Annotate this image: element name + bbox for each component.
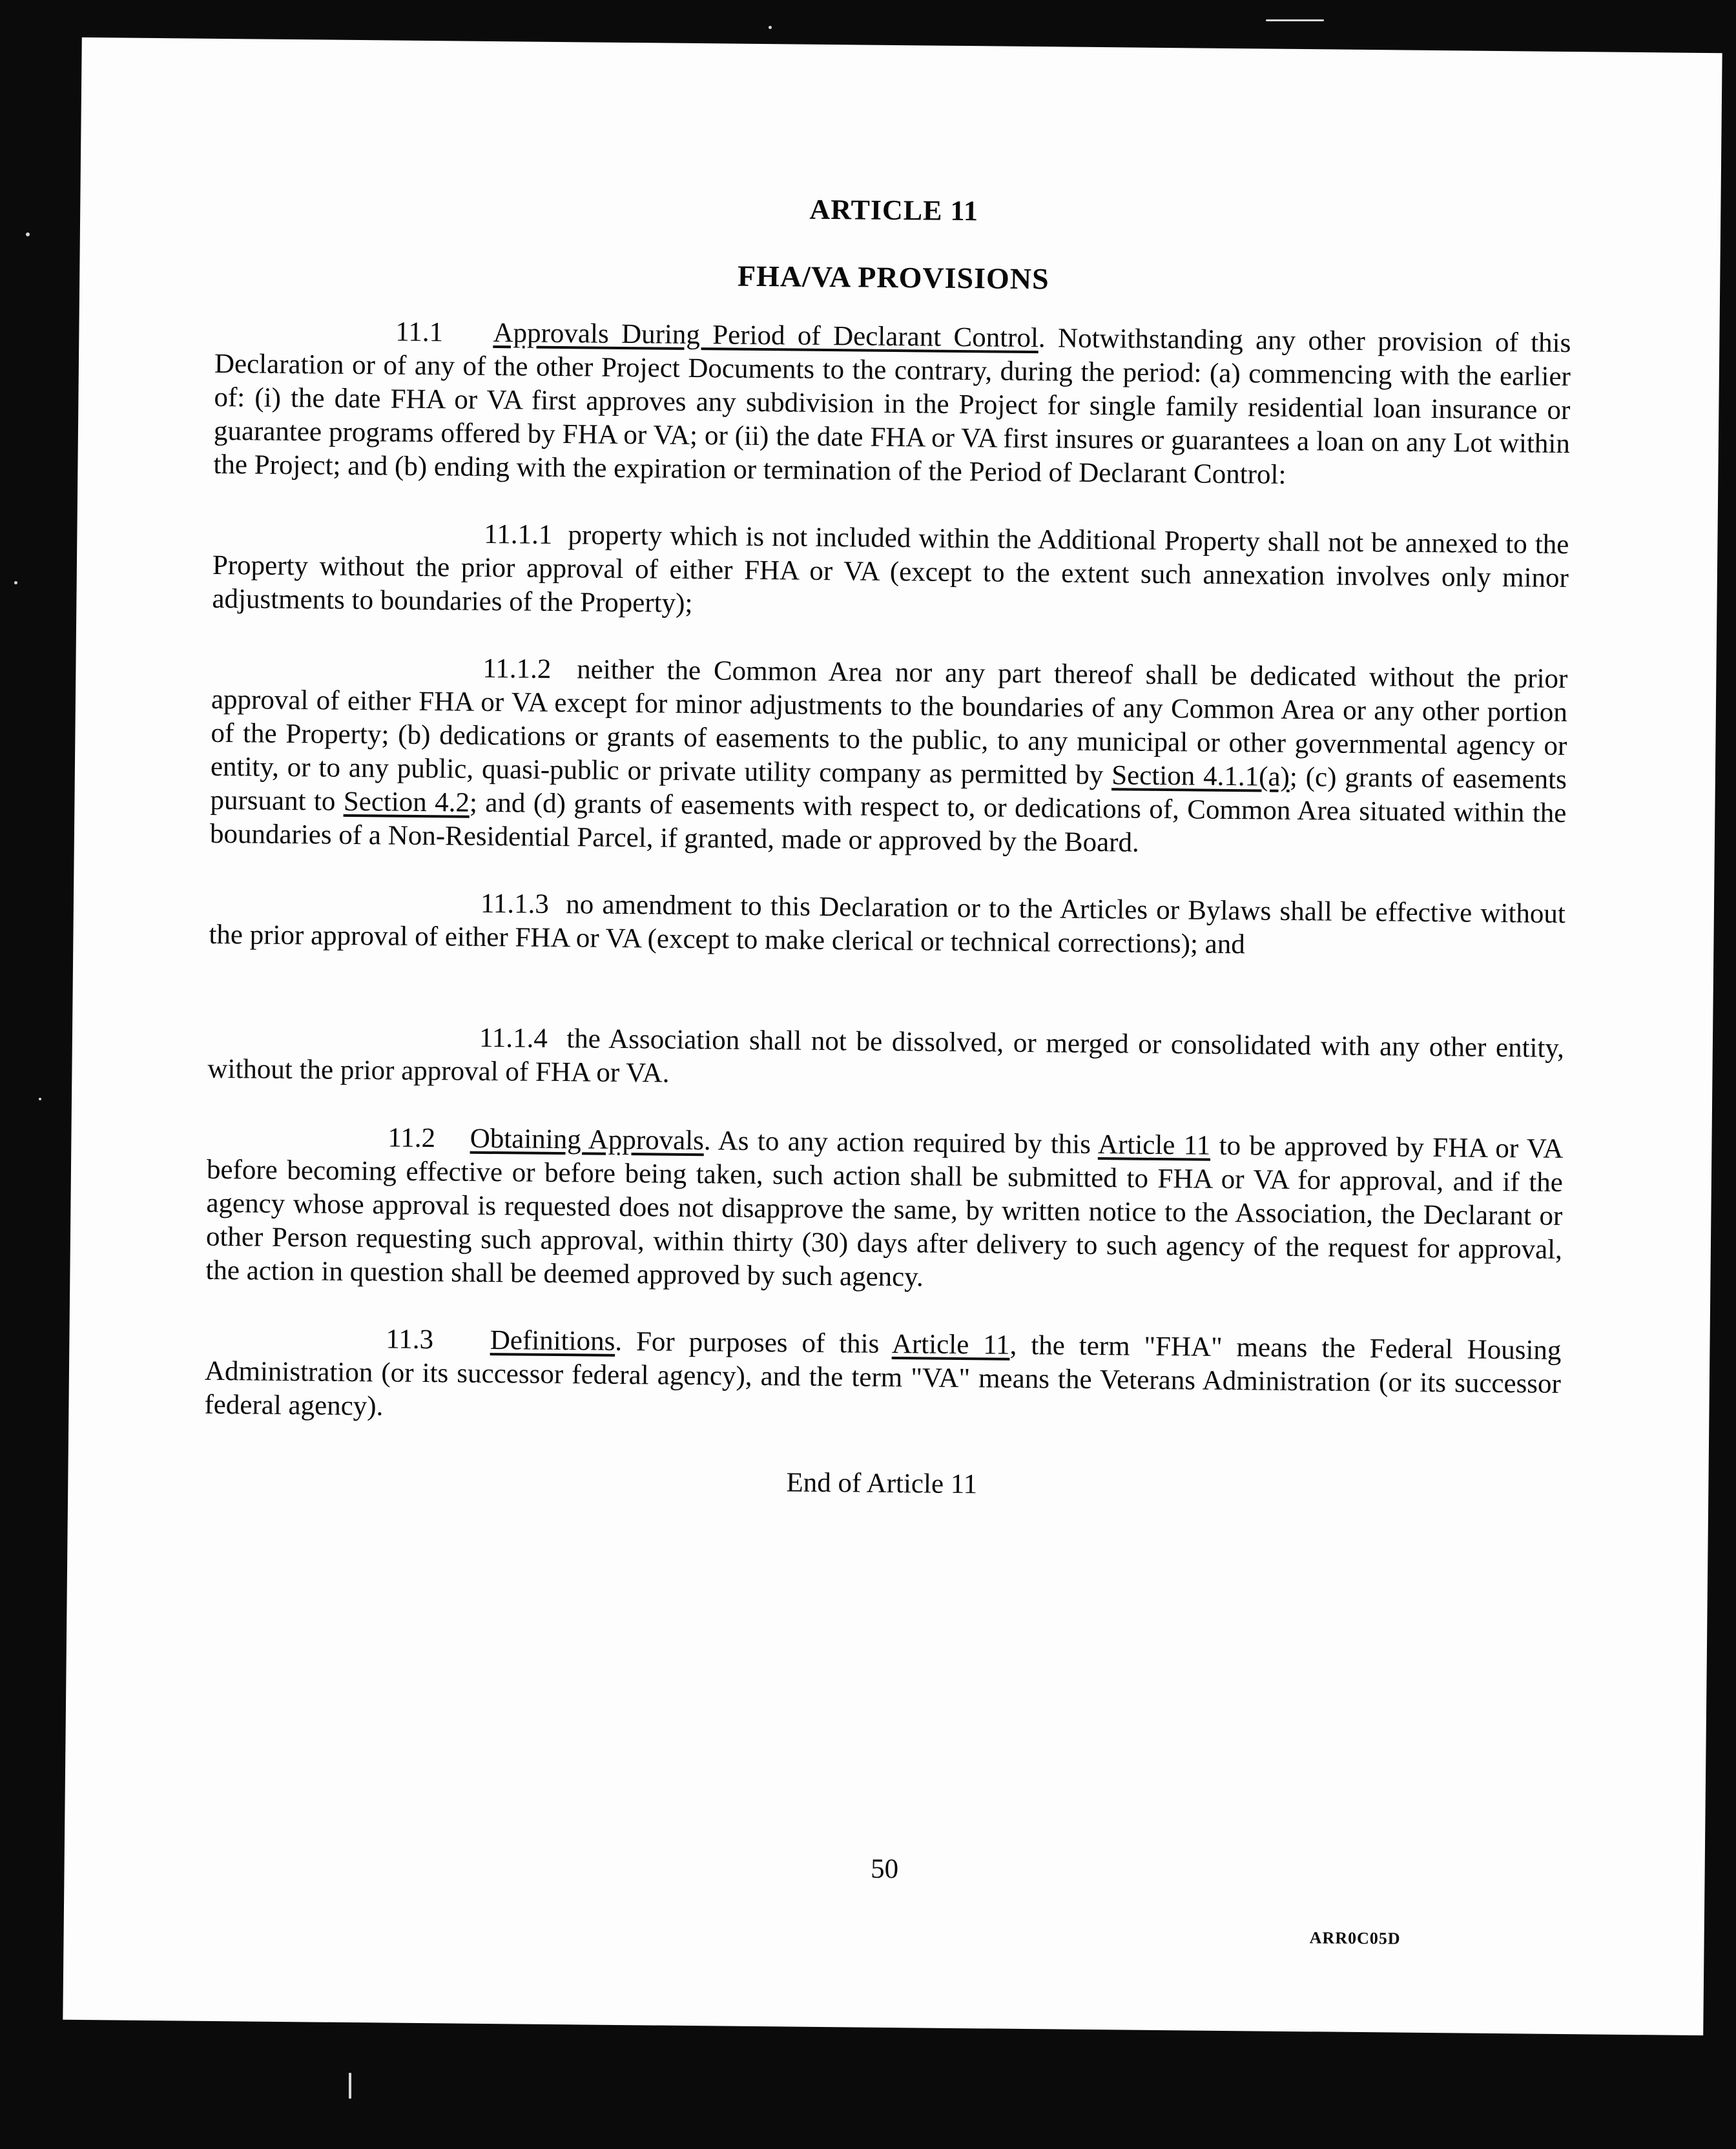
section-title: Definitions: [490, 1325, 615, 1357]
section-number: 11.1.2: [482, 653, 552, 684]
section-11-1-4: [207, 1019, 1564, 1099]
section-11-3: [204, 1321, 1561, 1435]
section-text: . For purposes of this: [615, 1326, 893, 1360]
section-number: 11.1.1: [484, 519, 553, 550]
section-text: the Association shall not be dissolved, or merged or consolidated with any other entity, without the prior approval of FHA or VA.: [207, 1023, 1565, 1089]
section-text: . Notwithstanding any other provision of this Declaration or of any of the other Project Documents to the contrary, during the period: (a) commencing with the earlier of: (i) the date FHA or VA first approves any subdivision in the Project for single family residential loan insurance or guarantee programs offered by FHA or VA; or (ii) the date FHA or VA first insures or guarantees a loan on any Lot within the Project; and (b) ending with the expiration or termination of the Period of Declarant Control:: [213, 323, 1571, 490]
section-11-1: [213, 314, 1571, 495]
page-number: 50: [870, 1853, 899, 1885]
section-title: Obtaining Approvals: [470, 1123, 705, 1157]
section-text: property which is not included within the Additional Property shall not be annexed to the Property without the prior approval of either FHA or VA (except to the extent such annexation involves only minor adjustments to boundaries of the Property);: [212, 520, 1569, 619]
section-text: . As to any action required by this: [703, 1126, 1099, 1160]
section-text: ; and (d) grants of easements with respect to, or dedications of, Common Area situated within the boundaries of a Non-Residential Parcel, if granted, made or approved by the Board.: [209, 787, 1567, 858]
document-code: ARR0C05D: [1309, 1928, 1401, 1948]
section-text: ; (c) grants of easements pursuant to: [210, 761, 1567, 817]
section-11-1-2: [210, 650, 1568, 864]
cross-reference: Article 11: [891, 1329, 1010, 1361]
section-11-2: [205, 1120, 1563, 1301]
end-of-article: End of Article 11: [786, 1467, 978, 1500]
article-heading: ARTICLE 11: [809, 193, 979, 227]
cross-reference: Section 4.2: [343, 786, 470, 818]
section-number: 11.1.4: [479, 1022, 548, 1054]
section-title: Approvals During Period of Declarant Control: [493, 318, 1039, 354]
scan-speck: [769, 26, 772, 29]
article-title: FHA/VA PROVISIONS: [737, 259, 1049, 296]
section-number: 11.3: [386, 1324, 434, 1355]
section-text: neither the Common Area nor any part thereof shall be dedicated without the prior approval of either FHA or VA except for minor adjustments to the boundaries of any Common Area or any other portion of the Property; (b) dedications or grants of easements to the public, to any municipal or other governmental agency or entity, or to any public, quasi-public or private utility company as permitted by: [210, 654, 1568, 791]
document-page: [63, 37, 1722, 2035]
scan-speck: [26, 232, 30, 236]
section-11-1-1: [212, 515, 1569, 629]
cross-reference: Article 11: [1097, 1129, 1211, 1161]
section-number: 11.1: [395, 316, 444, 348]
section-text: , the term "FHA" means the Federal Housing Administration (or its successor federal agency), and the term "VA" means the Veterans Administration (or its successor federal agency).: [204, 1330, 1562, 1422]
cross-reference: Section 4.1.1(a): [1111, 760, 1290, 792]
section-text: to be approved by FHA or VA before becoming effective or before being taken, such action shall be submitted to FHA or VA for approval, and if the agency whose approval is requested does not disapprove the same, by written notice to the Association, the Declarant or other Person requesting such approval, within thirty (30) days after delivery to such agency of the request for approval, the action in question shall be deemed approved by such agency.: [205, 1130, 1564, 1293]
section-number: 11.2: [388, 1122, 436, 1154]
scan-streak: [1266, 19, 1324, 21]
scan-speck: [39, 1098, 41, 1100]
scan-streak: [349, 2073, 351, 2099]
section-number: 11.1.3: [480, 888, 550, 920]
section-text: no amendment to this Declaration or to the Articles or Bylaws shall be effective without the prior approval of either FHA or VA (except to make clerical or technical corrections); and: [209, 889, 1566, 960]
page-content: [203, 187, 1572, 1507]
scan-speck: [14, 581, 17, 584]
section-11-1-3: [209, 885, 1566, 965]
